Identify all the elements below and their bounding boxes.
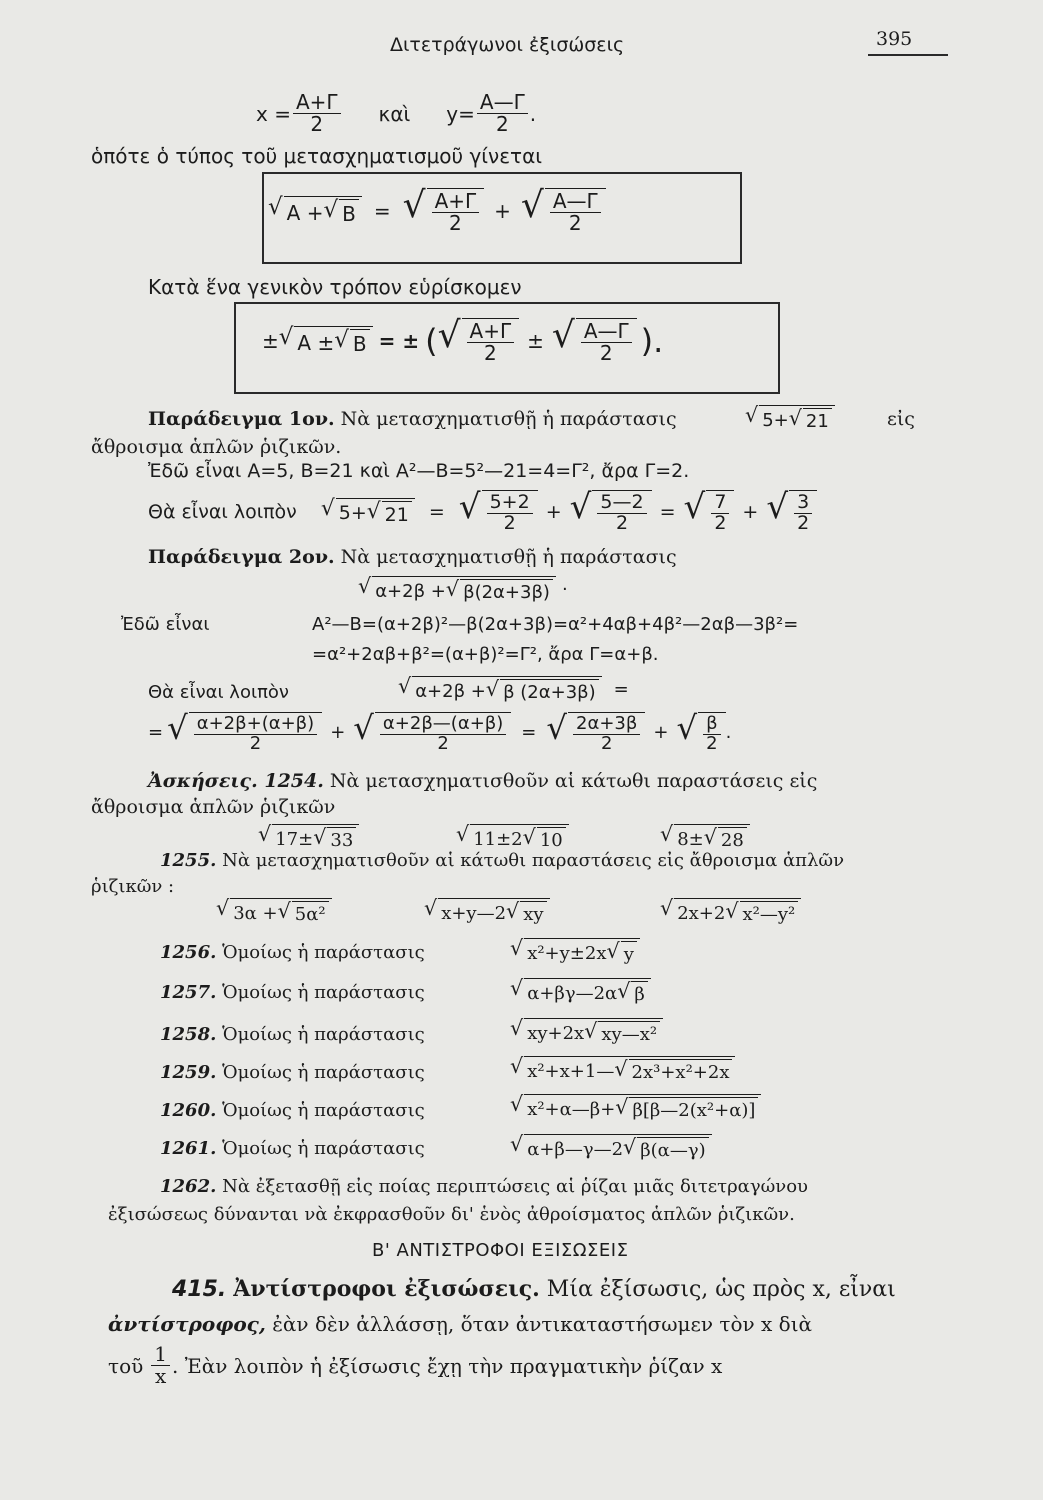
r2-a: 11±2 [473, 828, 523, 850]
general-text: Κατὰ ἕνα γενικὸν τρόπον εὑρίσκομεν [148, 275, 522, 299]
ex2-l3-a: α+2β + [415, 680, 486, 702]
example-1-heading [148, 408, 677, 430]
ex-1259-label: 1259. [160, 1062, 217, 1083]
r12-b: β(α—γ) [637, 1137, 708, 1161]
lhs2-a: Α ± [297, 330, 335, 355]
r11-b: β[β—2(x²+α)] [629, 1097, 758, 1121]
ex2-n3: 2α+3β [573, 715, 640, 735]
ex1-tha: Θὰ εἶναι λοιπὸν [148, 500, 297, 523]
section-heading: Β' ΑΝΤΙΣΤΡΟΦΟΙ ΕΞΙΣΩΣΕΙΣ [372, 1240, 629, 1261]
section-frac-den: x [154, 1364, 167, 1388]
kai-word: καὶ [378, 101, 411, 126]
ex-1254-r1: √ 17± √ 33 [258, 824, 359, 851]
ex2-term2: √ $\frac{\alpha+2\beta—(\alpha+\beta)}{2}$ [353, 712, 511, 754]
ex1-term2: √ $\frac{5—2}{2}$ [570, 490, 652, 534]
ex2-d4: 2 [706, 732, 718, 754]
example-1-line2: ἄθροισμα ἁπλῶν ῥιζικῶν. [91, 436, 342, 458]
ex2-l4 [148, 709, 732, 754]
radical-term-2: √ $\frac{A—\Gamma}{2}$ [521, 188, 606, 234]
ex-1260 [160, 1100, 425, 1121]
ex-1257-label: 1257. [160, 982, 217, 1003]
y-fraction [477, 92, 528, 135]
ex2-eq2: = [521, 722, 537, 744]
ex2-l3-expr: √ α+2β + √ β (2α+3β) = [398, 674, 629, 703]
ex-1258-label: 1258. [160, 1024, 217, 1045]
ex2-d3: 2 [600, 732, 613, 754]
ex-1262-label: 1262. [160, 1176, 217, 1197]
lhs2-b: Β [350, 329, 370, 356]
ex-1255-text: Νὰ μετασχηματισθοῦν αἱ κάτωθι παραστάσεις εἰς ἄθροισμα ἁπλῶν [222, 850, 845, 871]
ex2-d2: 2 [437, 732, 449, 754]
ex-1259-text: Ὁμοίως ἡ παράστασις [222, 1062, 425, 1083]
close-paren: ). [640, 322, 664, 360]
r9-b: xy—x² [598, 1021, 660, 1045]
radical-term2-2: √ $\frac{A—\Gamma}{2}$ [552, 318, 637, 364]
ex-1254-r2: √ 11±2 √ 10 [456, 824, 569, 851]
ex1-n1: 5+2 [487, 493, 533, 514]
intro-text: ὁπότε ὁ τύπος τοῦ μετασχηματισμοῦ γίνεται [91, 144, 543, 168]
f2-term1-num: Α+Γ [467, 321, 515, 343]
section-num: 415. [172, 1277, 227, 1302]
ex-1257-r: √ α+βγ—2α √ β [510, 978, 651, 1005]
ex-1262-line2: ἐξισώσεως δύνανται νὰ ἐκφρασθοῦν δι' ἑνὸς ἀθροίσματος ἁπλῶν ῥιζικῶν. [108, 1204, 795, 1225]
ex2-plus2: + [653, 722, 669, 744]
term1-den: 2 [448, 211, 462, 235]
ex-1255-label: 1255. [160, 850, 217, 871]
section-415-line3 [108, 1344, 722, 1387]
section-tou: τοῦ [108, 1353, 144, 1378]
r3-b: 28 [718, 827, 747, 851]
section-415-line1 [172, 1276, 896, 1302]
ex-1261-label: 1261. [160, 1138, 217, 1159]
header-rule [868, 54, 948, 56]
ex1-d2: 2 [615, 511, 629, 534]
ex2-n2: α+2β—(α+β) [380, 715, 506, 735]
ex-1259 [160, 1062, 425, 1083]
ex-1255-r2: √ x+y—2 √ xy [424, 898, 550, 925]
ex2-expr-b: β(2α+3β) [460, 579, 553, 603]
example-2-expression: √ α+2β + √ β(2α+3β) · [358, 574, 568, 603]
term2-den: 2 [568, 211, 582, 235]
ex-1255-r3: √ 2x+2 √ x²—y² [660, 898, 801, 925]
example-1-line4 [148, 487, 817, 534]
ex1-rad-a: 5+ [762, 409, 789, 431]
x-y-definition [256, 92, 536, 135]
ex-1258-r: √ xy+2x √ xy—x² [510, 1018, 663, 1045]
r8-a: α+βγ—2α [527, 982, 618, 1004]
ex-1259-r: √ x²+x+1— √ 2x³+x²+2x [510, 1056, 735, 1083]
ex-1254-label: Ἀσκήσεις. 1254. [148, 770, 324, 792]
ex2-n4: β [703, 715, 721, 735]
ex-1261 [160, 1138, 425, 1159]
ex1-n3: 7 [711, 493, 729, 514]
f2-term1-den: 2 [483, 341, 497, 365]
x-fraction [293, 92, 341, 135]
r4-b: 5α² [292, 901, 329, 925]
r7-a: x²+y±2x [527, 942, 607, 964]
ex1-plus: + [545, 500, 562, 523]
term2-num: Α—Γ [550, 191, 601, 213]
section-text1: Μία ἐξίσωσις, ὡς πρὸς x, εἶναι [546, 1277, 896, 1302]
eq-pm: = ± [378, 329, 420, 353]
r7-b: y [621, 941, 637, 965]
ex-1255-line2: ῥιζικῶν : [91, 876, 175, 897]
ex-1262-text: Νὰ ἐξετασθῇ εἰς ποίας περιπτώσεις αἱ ῥίζαι μιᾶς διτετραγώνου [222, 1176, 808, 1197]
ex-1255-r1: √ 3α + √ 5α² [216, 898, 332, 925]
ex-1254-r3: √ 8± √ 28 [660, 824, 750, 851]
ex2-term1: √ $\frac{\alpha+2\beta+(\alpha+\beta)}{2}$ [167, 712, 322, 754]
example-1-text: Νὰ μετασχηματισθῇ ἡ παράστασις [340, 408, 677, 430]
y-eq: y= [446, 101, 475, 126]
ex-1257-text: Ὁμοίως ἡ παράστασις [222, 982, 425, 1003]
r10-a: x²+x+1— [527, 1060, 615, 1082]
r2-b: 10 [537, 827, 566, 851]
ex-1258 [160, 1024, 425, 1045]
ex-1262 [160, 1176, 808, 1197]
f2-term2-den: 2 [599, 341, 613, 365]
x-den: 2 [310, 112, 324, 136]
r3-a: 8± [677, 828, 704, 850]
x-eq: x = [256, 101, 291, 126]
ex1-term4: √ $\frac{3}{2}$ [766, 490, 817, 534]
ex-1254-text: Νὰ μετασχηματισθοῦν αἱ κάτωθι παραστάσεις εἰς [329, 770, 818, 792]
r9-a: xy+2x [527, 1022, 585, 1044]
ex-1257 [160, 982, 425, 1003]
section-text2: ἐὰν δὲν ἀλλάσσῃ, ὅταν ἀντικαταστήσωμεν τὸν x διὰ [272, 1312, 813, 1336]
ex2-expr-a: α+2β + [375, 580, 446, 602]
ex1-eq: = [428, 500, 445, 523]
ex2-l3-label: Θὰ εἶναι λοιπὸν [148, 682, 289, 703]
ex1-rad-inner: 21 [803, 408, 832, 432]
ex1-n2: 5—2 [597, 493, 646, 514]
ex2-l1-label: Ἐδῶ εἶναι [121, 614, 210, 635]
ex2-d1: 2 [249, 732, 262, 754]
ex1-plus2: + [742, 500, 759, 523]
r6-b: x²—y² [740, 901, 799, 925]
ex2-l2: =α²+2αβ+β²=(α+β)²=Γ², ἄρα Γ=α+β. [312, 644, 659, 665]
ex2-expr-dot: · [561, 579, 568, 600]
ex1-term1: √ $\frac{5+2}{2}$ [459, 490, 538, 534]
ex-1254 [148, 770, 817, 792]
section-title: Ἀντίστροφοι ἐξισώσεις. [233, 1276, 540, 1302]
formula-2 [262, 315, 664, 365]
radical-term2-1: √ $\frac{A+\Gamma}{2}$ [438, 318, 520, 364]
ex-1256-r: √ x²+y±2x √ y [510, 938, 640, 965]
r4-a: 3α + [233, 902, 278, 924]
y-num: Α—Γ [477, 92, 528, 114]
ex2-end: . [725, 722, 732, 744]
ex1-r2-a: 5+ [338, 502, 367, 525]
ex-1258-text: Ὁμοίως ἡ παράστασις [222, 1024, 425, 1045]
ex1-rad-2: √ 5+ √ 21 [321, 498, 415, 526]
plus-sign: + [494, 199, 511, 223]
section-415-line2 [108, 1312, 812, 1336]
ex1-term3: √ $\frac{7}{2}$ [684, 490, 735, 534]
ex2-plus: + [330, 722, 346, 744]
example-1-title: Παράδειγμα 1ον. [148, 408, 335, 430]
ex2-l4-eq: = [148, 722, 164, 744]
ex2-l1: Α²—Β=(α+2β)²—β(2α+3β)=α²+4αβ+4β²—2αβ—3β²= [312, 614, 799, 635]
x-num: Α+Γ [293, 92, 341, 114]
example-2-text: Νὰ μετασχηματισθῇ ἡ παράστασις [340, 546, 677, 568]
r10-b: 2x³+x²+2x [629, 1059, 733, 1083]
ex1-d1: 2 [503, 511, 516, 534]
ex2-n1: α+2β+(α+β) [194, 715, 317, 735]
ex2-l3-eq: = [613, 679, 629, 700]
ex-1254-line2: ἄθροισμα ἁπλῶν ῥιζικῶν [91, 796, 336, 818]
y-period: . [529, 101, 537, 126]
example-2-heading [148, 546, 677, 568]
formula-1 [268, 185, 606, 235]
example-1-line3: Ἐδῶ εἶναι Α=5, Β=21 καὶ Α²—Β=5²—21=4=Γ², ἄρα Γ=2. [148, 460, 690, 482]
ex1-n4: 3 [794, 493, 812, 514]
radical-a-plus-b: √ Α + √ Β [268, 196, 362, 226]
example-1-eis: εἰς [887, 408, 915, 430]
r5-b: xy [520, 901, 546, 925]
ex2-l3-b: β (2α+3β) [500, 679, 599, 703]
page-number: 395 [876, 28, 913, 50]
section-bold-word: ἀντίστροφος, [108, 1312, 266, 1336]
r6-a: 2x+2 [677, 902, 726, 924]
r5-a: x+y—2 [441, 902, 507, 924]
example-1-radical: √ 5+ √ 21 [745, 405, 835, 432]
ex-1260-r: √ x²+α—β+ √ β[β—2(x²+α)] [510, 1094, 761, 1121]
ex2-term4: √ $\frac{\beta}{2}$ [676, 712, 725, 754]
y-den: 2 [495, 112, 509, 136]
ex-1256-label: 1256. [160, 942, 217, 963]
radical-term-1: √ $\frac{A+\Gamma}{2}$ [403, 188, 485, 234]
ex1-eq2: = [659, 500, 676, 523]
r11-a: x²+α—β+ [527, 1098, 616, 1120]
open-paren: ( [425, 322, 438, 360]
ex-1260-text: Ὁμοίως ἡ παράστασις [222, 1100, 425, 1121]
ex1-r2-inner: 21 [382, 501, 412, 526]
section-frac-num: 1 [151, 1344, 170, 1366]
term1-num: Α+Γ [432, 191, 480, 213]
ex-1261-r: √ α+β—γ—2 √ β(α—γ) [510, 1134, 712, 1161]
f2-term2-num: Α—Γ [581, 321, 632, 343]
ex1-d4: 2 [797, 511, 810, 534]
lhs-a: Α + [286, 200, 324, 225]
section-text3: . Ἐὰν λοιπὸν ἡ ἐξίσωσις ἔχῃ τὴν πραγματικὴν ῥίζαν x [172, 1353, 723, 1378]
ex-1260-label: 1260. [160, 1100, 217, 1121]
lhs-b: Β [339, 199, 359, 226]
ex-1256-text: Ὁμοίως ἡ παράστασις [222, 942, 425, 963]
eq-sign: = [373, 199, 391, 223]
pm-sign: ± [262, 329, 279, 353]
ex-1261-text: Ὁμοίως ἡ παράστασις [222, 1138, 425, 1159]
ex2-term3: √ $\frac{2\alpha+3\beta}{2}$ [546, 712, 645, 754]
r12-a: α+β—γ—2 [527, 1138, 624, 1160]
ex1-d3: 2 [714, 511, 727, 534]
ex-1255 [160, 850, 844, 871]
r8-b: β [631, 981, 647, 1005]
r1-a: 17± [275, 828, 314, 850]
running-title: Διτετράγωνοι ἐξισώσεις [390, 34, 625, 56]
r1-b: 33 [327, 827, 356, 851]
radical-a-pm-b: √ Α ± √ Β [279, 326, 373, 356]
example-2-title: Παράδειγμα 2ον. [148, 546, 335, 568]
ex-1256 [160, 942, 425, 963]
pm-sign-2: ± [527, 329, 544, 353]
